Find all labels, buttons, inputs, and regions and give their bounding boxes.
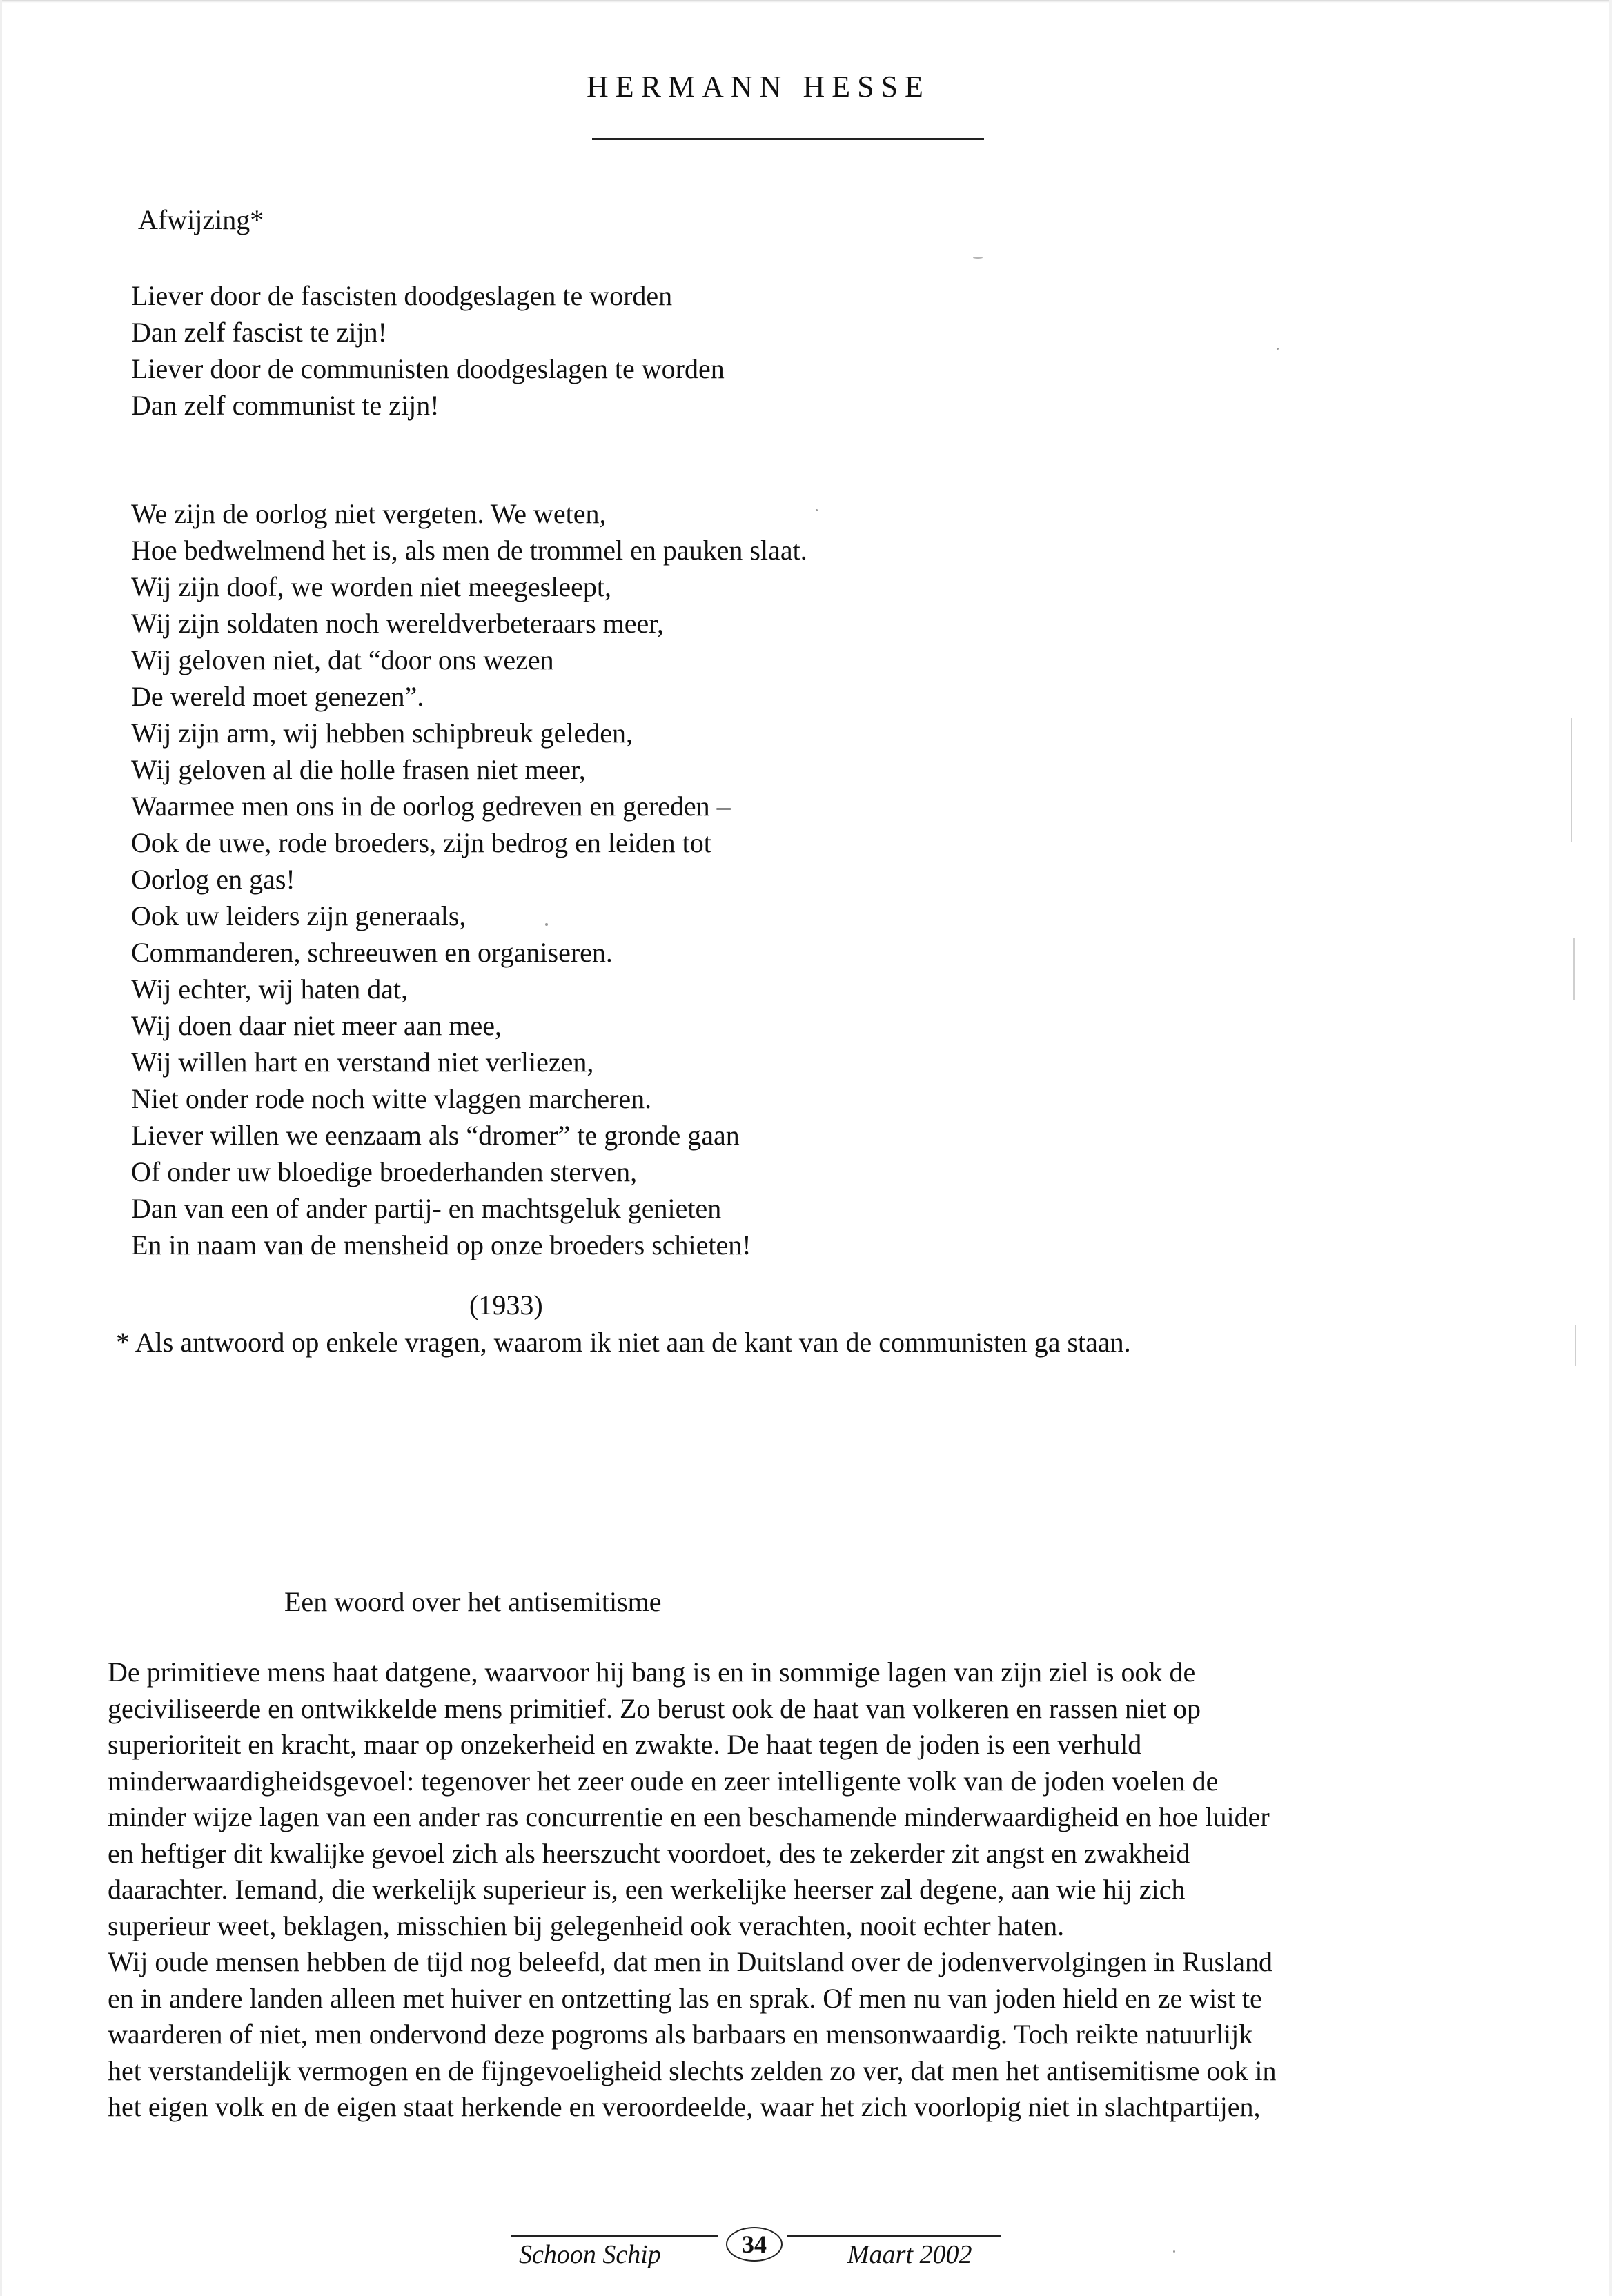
scan-margin-mark [1571,718,1572,842]
footer-date: Maart 2002 [847,2240,972,2269]
poem-line: Liever door de fascisten doodgeslagen te worden [131,280,673,311]
poem-line: We zijn de oorlog niet vergeten. We weten, [131,498,607,529]
poem-line: Of onder uw bloedige broederhanden sterven, [131,1156,638,1187]
essay-line: Wij oude mensen hebben de tijd nog beleefd, dat men in Duitsland over de jodenvervolgingen in Rusland [108,1946,1272,1977]
scan-edge-left [0,0,2,2296]
essay-line: en heftiger dit kwalijke gevoel zich als heerszucht voordoet, des te zekerder zit angst en zwakheid [108,1837,1190,1869]
essay-line: geciviliseerde en ontwikkelde mens primitief. Zo berust ook de haat van volkeren en rassen niet op [108,1692,1201,1724]
poem-stanza-2 [131,495,807,1263]
poem-line: Wij geloven niet, dat “door ons wezen [131,644,554,675]
poem-line: Wij geloven al die holle frasen niet meer, [131,754,586,785]
scan-margin-mark [1573,938,1575,1000]
poem-line: Dan zelf communist te zijn! [131,390,440,421]
poem-line: En in naam van de mensheid op onze broeders schieten! [131,1229,751,1260]
page-footer [511,2227,1008,2268]
poem-line: Dan van een of ander partij- en machtsgeluk genieten [131,1193,722,1224]
essay-line: en in andere landen alleen met huiver en ontzetting las en sprak. Of men nu van joden hield en ze wist te [108,1982,1262,2014]
essay-line: waarderen of niet, men ondervond deze pogroms als barbaars en mensonwaardig. Toch reikte natuurlijk [108,2019,1253,2050]
poem-line: Niet onder rode noch witte vlaggen marcheren. [131,1083,652,1114]
poem-line: Oorlog en gas! [131,864,295,895]
poem-line: Ook uw leiders zijn generaals, [131,900,466,931]
essay-line: superioriteit en kracht, maar op onzekerheid en zwakte. De haat tegen de joden is een verhuld [108,1729,1142,1760]
footer-rule-right [787,2235,1001,2237]
poem-year: (1933) [469,1289,543,1320]
scan-speck [816,509,818,511]
essay-line: daarachter. Iemand, die werkelijk superieur is, een werkelijke heerser zal degene, aan wie hij zich [108,1874,1186,1905]
poem-line: Wij zijn soldaten noch wereldverbeteraars meer, [131,608,664,639]
essay-line: minder wijze lagen van een ander ras concurrentie en een beschamende minderwaardigheid en hoe luider [108,1801,1270,1832]
poem-line: Ook de uwe, rode broeders, zijn bedrog en leiden tot [131,827,711,858]
poem-line: Commanderen, schreeuwen en organiseren. [131,937,613,968]
scan-edge-right [1609,0,1612,2296]
poem-title: Afwijzing* [138,204,264,235]
poem-line: Waarmee men ons in de oorlog gedreven en gereden – [131,791,731,822]
header-rule [592,138,984,140]
poem-line: Dan zelf fascist te zijn! [131,317,387,348]
essay-line: minderwaardigheidsgevoel: tegenover het zeer oude en zeer intelligente volk van de joden voelen de [108,1765,1219,1797]
scan-edge-top [0,0,1612,3]
poem-line: De wereld moet genezen”. [131,681,424,712]
scan-margin-mark [1575,1325,1576,1366]
poem-line: Wij zijn arm, wij hebben schipbreuk geleden, [131,718,633,749]
poem-line: Wij echter, wij haten dat, [131,973,409,1004]
essay-line: het verstandelijk vermogen en de fijngevoeligheid slechts zelden zo ver, dat men het antisemitisme ook in [108,2055,1277,2086]
scan-speck [545,923,548,926]
poem-line: Liever willen we eenzaam als “dromer” te gronde gaan [131,1120,740,1151]
footer-journal-name: Schoon Schip [519,2240,661,2269]
poem-line: Wij zijn doof, we worden niet meegesleept, [131,571,611,602]
scan-speck [1277,348,1279,350]
poem-stanza-1 [131,277,725,424]
essay-title: Een woord over het antisemitisme [284,1586,662,1617]
scan-speck [1173,2250,1175,2253]
poem-line: Liever door de communisten doodgeslagen te worden [131,353,725,384]
poem-footnote: * Als antwoord op enkele vragen, waarom ik niet aan de kant van de communisten ga staan. [116,1327,1131,1358]
footer-page-number: 34 [726,2227,783,2262]
essay-line: De primitieve mens haat datgene, waarvoor hij bang is en in sommige lagen van zijn ziel is ook de [108,1656,1196,1688]
essay-line: superieur weet, beklagen, misschien bij gelegenheid ook verachten, nooit echter haten. [108,1910,1065,1941]
footer-rule-left [511,2235,718,2237]
essay-line: het eigen volk en de eigen staat herkende en veroordeelde, waar het zich voorlopig niet in slachtpartijen, [108,2091,1261,2122]
poem-line: Wij willen hart en verstand niet verliezen, [131,1047,594,1078]
poem-line: Hoe bedwelmend het is, als men de trommel en pauken slaat. [131,535,807,566]
scan-speck [973,257,983,259]
essay-body [108,1654,1398,2126]
poem-line: Wij doen daar niet meer aan mee, [131,1010,502,1041]
header-author: HERMANN HESSE [587,70,930,103]
